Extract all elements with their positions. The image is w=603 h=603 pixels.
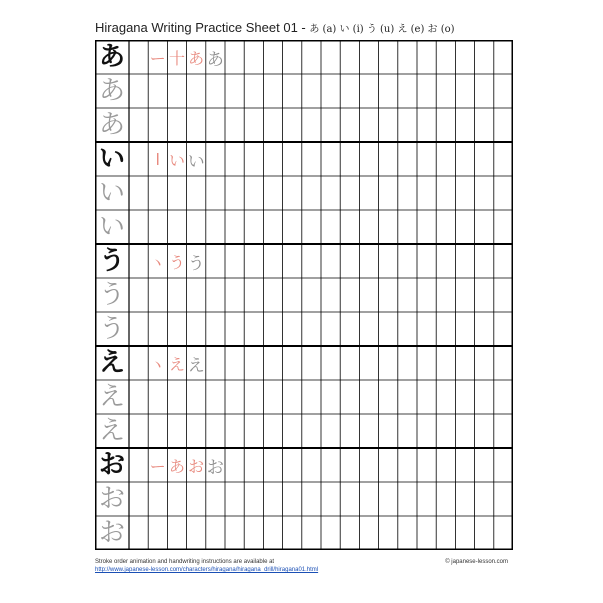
page-title <box>95 20 455 35</box>
stroke-order-step: い <box>187 151 205 172</box>
copyright: © japanese-lesson.com <box>445 559 508 565</box>
trace-character: お <box>98 484 125 514</box>
practice-row <box>95 278 513 312</box>
trace-character: え <box>98 416 125 446</box>
stroke-order-step: l <box>155 149 160 169</box>
practice-row <box>95 312 513 346</box>
practice-row <box>95 482 513 516</box>
stroke-order-step: お <box>206 457 224 478</box>
practice-row <box>95 244 513 278</box>
practice-row <box>95 414 513 448</box>
stroke-order-step: ー <box>149 48 166 68</box>
trace-character: お <box>98 518 125 548</box>
stroke-order-step: う <box>187 253 205 274</box>
title-text: Hiragana Writing Practice Sheet 01 - <box>95 20 310 35</box>
model-character: あ <box>98 42 125 72</box>
stroke-order-step: あ <box>188 48 205 68</box>
footer-link[interactable]: http://www.japanese-lesson.com/characters/hiragana/hiragana_drill/hiragana01.html <box>95 567 319 573</box>
trace-character: い <box>98 212 125 242</box>
practice-row <box>95 74 513 108</box>
stroke-order-step: え <box>168 354 185 374</box>
trace-character: う <box>98 280 125 310</box>
stroke-order-step: あ <box>168 456 185 476</box>
practice-row <box>95 346 513 380</box>
model-character: い <box>98 144 125 174</box>
practice-row <box>95 142 513 176</box>
model-character: お <box>98 450 125 480</box>
stroke-order-step: え <box>187 355 205 376</box>
trace-character: え <box>98 382 125 412</box>
stroke-order-step: ー <box>149 456 166 476</box>
trace-character: あ <box>98 76 125 106</box>
practice-row <box>95 176 513 210</box>
stroke-order-step: あ <box>206 49 224 70</box>
practice-row <box>95 210 513 244</box>
stroke-order-step: ヽ <box>149 252 166 272</box>
practice-row <box>95 380 513 414</box>
model-character: え <box>98 348 125 378</box>
stroke-order-step: お <box>188 456 205 476</box>
practice-row <box>95 516 513 550</box>
stroke-order-step: い <box>168 150 185 170</box>
stroke-order-step: 十 <box>168 48 185 68</box>
practice-grid <box>95 40 513 550</box>
trace-character: う <box>98 314 125 344</box>
stroke-order-step: う <box>168 252 185 272</box>
model-character: う <box>98 246 125 276</box>
practice-row <box>95 448 513 482</box>
practice-row <box>95 108 513 142</box>
stroke-order-step: ヽ <box>149 354 166 374</box>
trace-character: あ <box>98 110 125 140</box>
trace-character: い <box>98 178 125 208</box>
title-kana-list: あ (a) い (i) う (u) え (e) お (o) <box>309 24 455 35</box>
practice-row <box>95 40 513 74</box>
footer-note: Stroke order animation and handwriting instructions are available at <box>95 559 275 565</box>
